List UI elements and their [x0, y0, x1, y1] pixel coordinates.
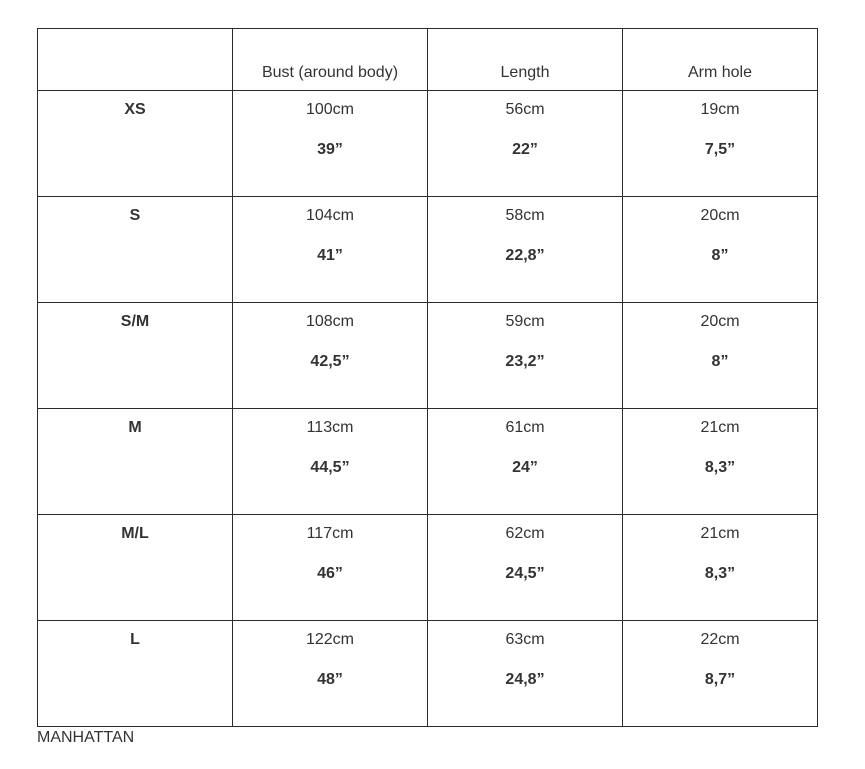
size-cell [38, 197, 233, 303]
length-cell [428, 621, 623, 727]
length-cell [428, 515, 623, 621]
length-cell [428, 91, 623, 197]
table-row [38, 409, 818, 515]
length-cm: 61cm [505, 419, 545, 436]
table-header-row [38, 29, 818, 91]
arm-hole-cell [623, 409, 818, 515]
bust-cm: 100cm [305, 101, 355, 118]
arm-hole-cell [623, 515, 818, 621]
length-cm: 59cm [505, 313, 545, 330]
length-inch: 24” [512, 459, 538, 476]
arm-hole-inch: 8,7” [704, 671, 736, 688]
table-row [38, 303, 818, 409]
bust-cm: 117cm [306, 525, 354, 542]
arm-hole-inch: 8” [711, 247, 729, 264]
header-cell-empty [38, 29, 233, 91]
header-cell-length [428, 29, 623, 91]
bust-cell [233, 621, 428, 727]
table-row [38, 197, 818, 303]
length-inch: 22” [512, 141, 538, 158]
arm-hole-cell [623, 621, 818, 727]
arm-hole-cm: 21cm [700, 419, 740, 436]
arm-hole-inch: 8,3” [704, 565, 736, 582]
length-inch: 24,5” [505, 565, 545, 582]
size-cell [38, 515, 233, 621]
bust-inch: 46” [317, 565, 343, 582]
bust-cell [233, 409, 428, 515]
bust-cm: 122cm [305, 631, 355, 648]
length-cm: 63cm [505, 631, 545, 648]
bust-cm: 104cm [305, 207, 355, 224]
arm-hole-cm: 19cm [700, 101, 740, 118]
bust-cell [233, 303, 428, 409]
size-cell [38, 91, 233, 197]
footer-brand-text: MANHATTAN [37, 729, 135, 746]
length-cm: 62cm [505, 525, 545, 542]
arm-hole-inch: 8” [711, 353, 729, 370]
arm-hole-cell [623, 91, 818, 197]
arm-hole-cm: 20cm [700, 313, 740, 330]
bust-inch: 44,5” [310, 459, 350, 476]
bust-inch: 48” [317, 671, 343, 688]
length-inch: 22,8” [505, 247, 545, 264]
bust-cell [233, 91, 428, 197]
header-cell-arm-hole [623, 29, 818, 91]
size-cell [38, 409, 233, 515]
bust-cell [233, 515, 428, 621]
header-label: Bust (around body) [261, 64, 399, 81]
bust-inch: 42,5” [310, 353, 350, 370]
arm-hole-cm: 21cm [700, 525, 740, 542]
size-cell [38, 621, 233, 727]
size-label: M/L [121, 525, 149, 542]
arm-hole-cm: 20cm [700, 207, 740, 224]
arm-hole-cell [623, 303, 818, 409]
length-cm: 58cm [505, 207, 545, 224]
arm-hole-cell [623, 197, 818, 303]
table-row [38, 515, 818, 621]
arm-hole-cm: 22cm [700, 631, 740, 648]
arm-hole-inch: 7,5” [704, 141, 736, 158]
size-label: S/M [120, 313, 150, 330]
header-cell-bust [233, 29, 428, 91]
bust-cm: 113cm [306, 419, 354, 436]
length-inch: 24,8” [505, 671, 545, 688]
bust-cell [233, 197, 428, 303]
size-label: L [130, 631, 140, 648]
length-cm: 56cm [505, 101, 545, 118]
arm-hole-inch: 8,3” [704, 459, 736, 476]
header-label: Arm hole [687, 64, 753, 81]
header-label: Length [500, 64, 550, 81]
length-cell [428, 197, 623, 303]
size-label: S [129, 207, 141, 224]
header-label [38, 82, 232, 90]
bust-inch: 41” [317, 247, 343, 264]
size-label: M [128, 419, 142, 436]
bust-cm: 108cm [305, 313, 355, 330]
size-chart-table [37, 28, 818, 727]
table-row [38, 91, 818, 197]
size-label: XS [124, 101, 146, 118]
bust-inch: 39” [317, 141, 343, 158]
length-inch: 23,2” [505, 353, 545, 370]
table-row [38, 621, 818, 727]
size-cell [38, 303, 233, 409]
length-cell [428, 303, 623, 409]
length-cell [428, 409, 623, 515]
